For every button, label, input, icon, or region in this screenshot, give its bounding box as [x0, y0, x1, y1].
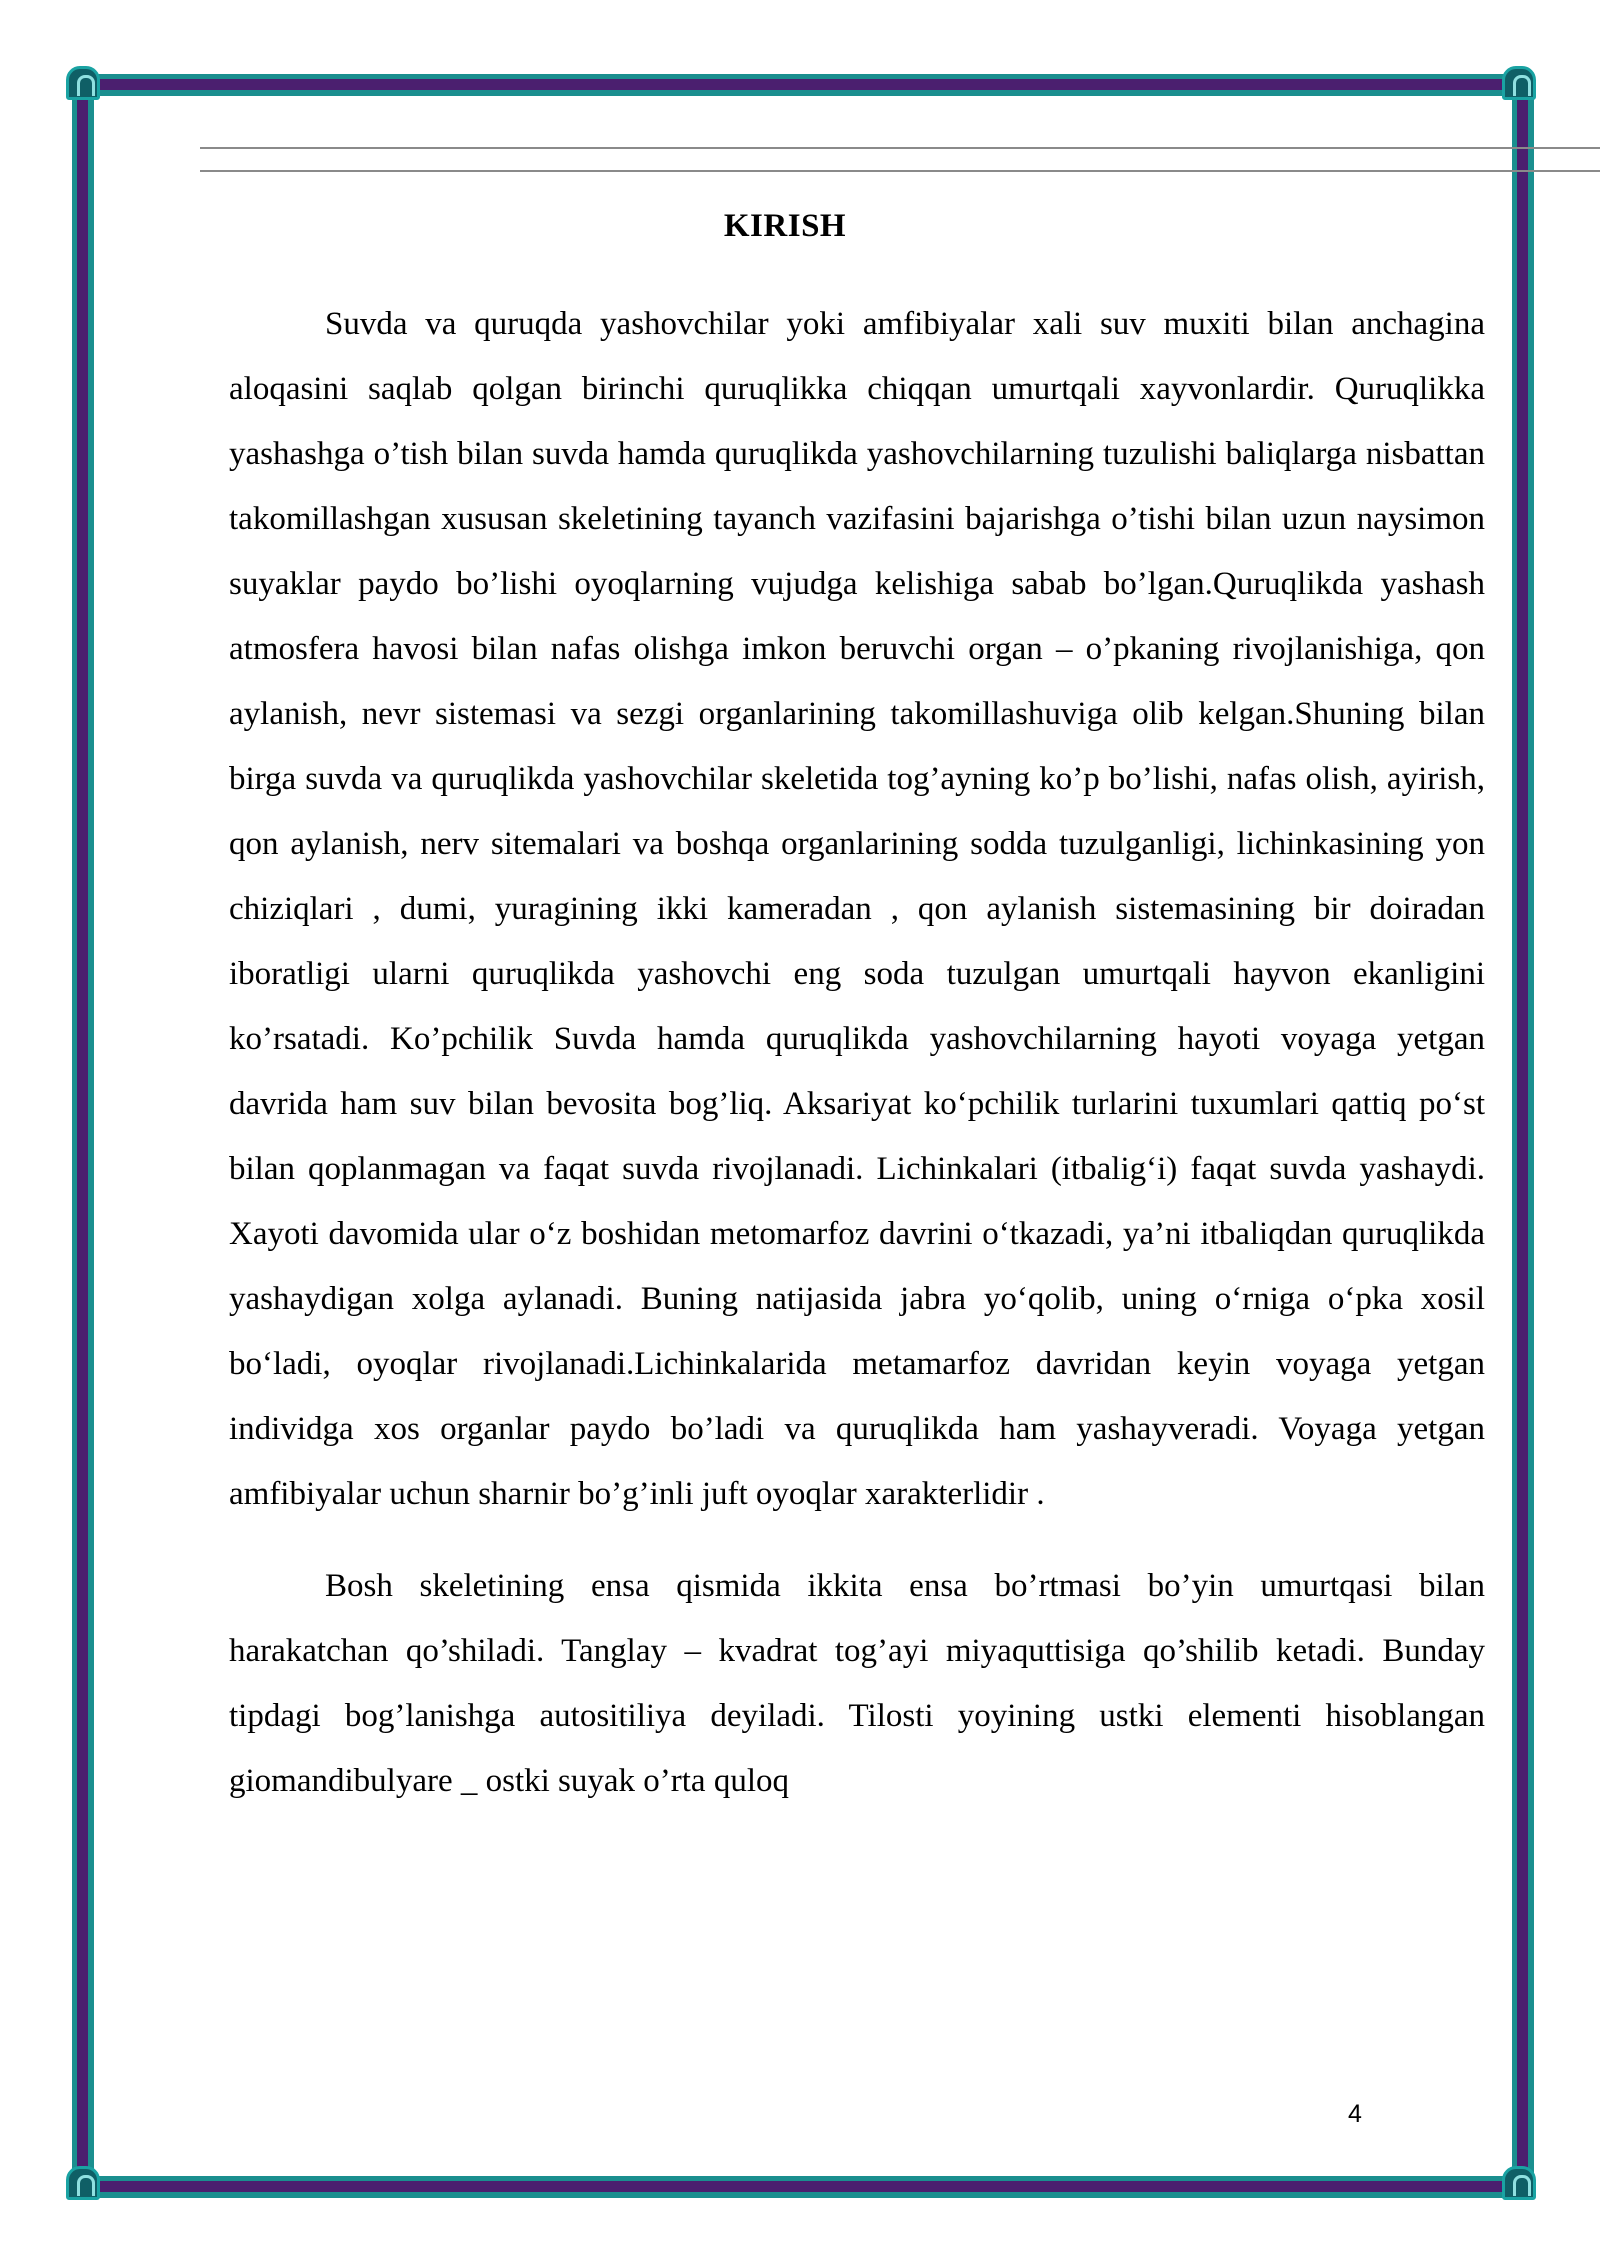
border-corner-ornament-icon: [66, 66, 100, 100]
border-corner-ornament-icon: [1502, 2166, 1536, 2200]
body-text: [229, 292, 1485, 1814]
header-rule: [200, 170, 1600, 172]
page-border-left: [72, 74, 94, 2198]
page-number: 4: [1348, 2100, 1362, 2128]
header-rule: [200, 147, 1600, 149]
page-border-right: [1512, 74, 1534, 2198]
border-corner-ornament-icon: [1502, 66, 1536, 100]
section-title: KIRISH: [723, 208, 847, 244]
paragraph: Suvda va quruqda yashovchilar yoki amfibiyalar xali suv muxiti bilan anchagina aloqasini saqlab qolgan birinchi quruqlikka chiqqan umurtqali xayvonlardir. Quruqlikka yashashga o’tish bilan suvda hamda quruqlikda yashovchilarning tuzulishi baliqlarga nisbattan takomillashgan xususan skeletining tayanch vazifasini bajarishga o’tishi bilan uzun naysimon suyaklar paydo bo’lishi oyoqlarning vujudga kelishiga sabab bo’lgan.Quruqlikda yashash atmosfera havosi bilan nafas olishga imkon beruvchi organ – o’pkaning rivojlanishiga, qon aylanish, nevr sistemasi va sezgi organlarining takomillashuviga olib kelgan.Shuning bilan birga suvda va quruqlikda yashovchilar skeletida tog’ayning ko’p bo’lishi, nafas olish, ayirish, qon aylanish, nerv sitemalari va boshqa organlarining sodda tuzulganligi, lichinkasining yon chiziqlari , dumi, yuragining ikki kameradan , qon aylanish sistemasining bir doiradan iboratligi ularni quruqlikda yashovchi eng soda tuzulgan umurtqali hayvon ekanligini ko’rsatadi. Ko’pchilik Suvda hamda quruqlikda yashovchilarning hayoti voyaga yetgan davrida ham suv bilan bevosita bog’liq. Aksariyat ko‘pchilik turlarini tuxumlari qattiq po‘st bilan qoplanmagan va faqat suvda rivojlanadi. Lichinkalari (itbalig‘i) faqat suvda yashaydi. Xayoti davomida ular o‘z boshidan metomarfoz davrini o‘tkazadi, ya’ni itbaliqdan quruqlikda yashaydigan xolga aylanadi. Buning natijasida jabra yo‘qolib, uning o‘rniga o‘pka xosil bo‘ladi, oyoqlar rivojlanadi.Lichinkalarida metamarfoz davridan keyin voyaga yetgan individga xos organlar paydo bo’ladi va quruqlikda ham yashayveradi. Voyaga yetgan amfibiyalar uchun sharnir bo’g’inli juft oyoqlar xarakterlidir .: [229, 306, 1485, 1512]
page-border-top: [84, 74, 1516, 96]
page-border-bottom: [84, 2176, 1516, 2198]
paragraph: Bosh skeletining ensa qismida ikkita ensa bo’rtmasi bo’yin umurtqasi bilan harakatchan qo’shiladi. Tanglay – kvadrat tog’ayi miyaquttisiga qo’shilib ketadi. Bunday tipdagi bog’lanishga autositiliya deyiladi. Tilosti yoyining ustki elementi hisoblangan giomandibulyare _ ostki suyak o’rta quloq: [229, 1568, 1485, 1799]
border-corner-ornament-icon: [66, 2166, 100, 2200]
